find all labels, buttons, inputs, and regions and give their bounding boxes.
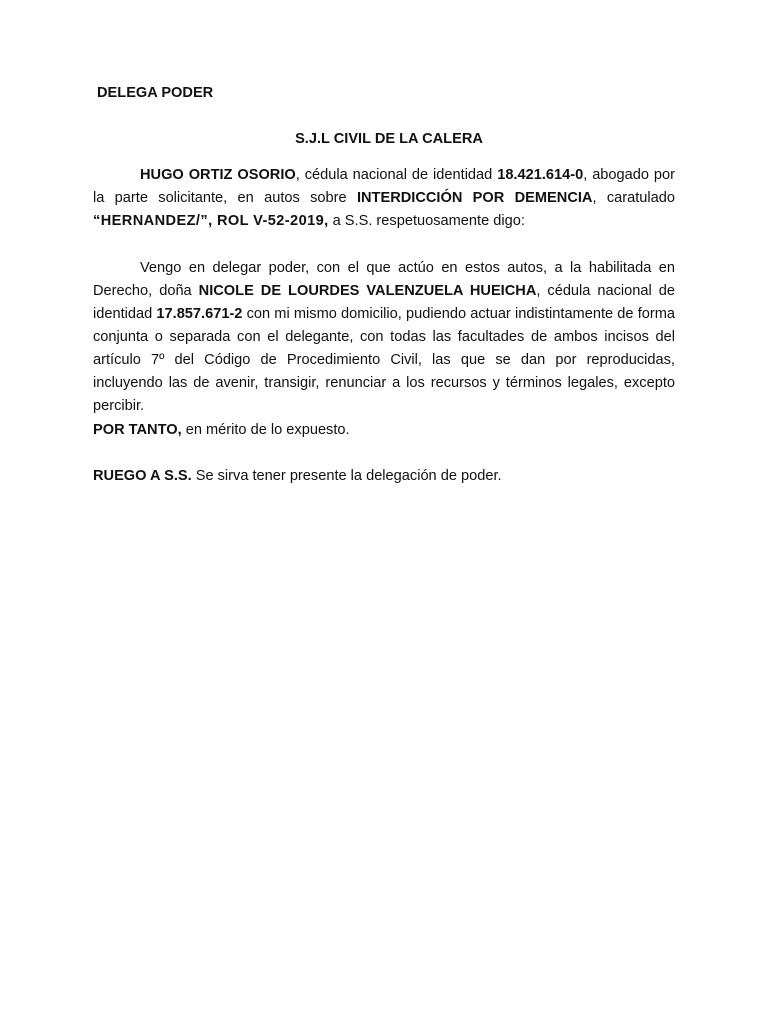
delegation-paragraph [93,257,675,418]
intro-text-4: a S.S. respetuosamente digo: [328,213,525,229]
ruego-text: Se sirva tener presente la delegación de poder. [191,468,502,484]
lawyer-id-number: 18.421.614-0 [497,167,584,183]
delegation-text-3: con mi mismo domicilio, pudiendo actuar indistintamente de forma conjunta o separada con el delegante, con todas las facultades de ambos incisos del artículo 7º del Código de Procedimiento Civil, las que se dan por reproducidas, incluyendo las de avenir, transigir, renunciar a los recursos y términos legales, excepto percibir. [93,306,675,414]
ruego-label: RUEGO A S.S. [93,468,192,484]
por-tanto-text: en mérito de lo expuesto. [181,422,350,438]
por-tanto-label: POR TANTO, [93,422,182,438]
intro-paragraph [93,164,675,233]
lawyer-name: HUGO ORTIZ OSORIO [140,167,296,183]
case-title: “HERNANDEZ/”, ROL V-52-2019, [93,213,329,229]
delegation-text-2: , cédula nacional de identidad [93,283,675,322]
delegation-text-1: Vengo en delegar poder, con el que actúo en estos autos, a la habilitada en Derecho, doña [93,260,675,299]
intro-text-2: , abogado por la parte solicitante, en autos sobre [93,167,676,206]
case-matter: INTERDICCIÓN POR DEMENCIA [356,190,593,206]
intro-text-3: , caratulado [592,190,675,206]
delegate-name: NICOLE DE LOURDES VALENZUELA HUEICHA [198,283,537,299]
court-name: S.J.L CIVIL DE LA CALERA [295,131,483,147]
delegate-id-number: 17.857.671-2 [156,306,243,322]
intro-text-1: , cédula nacional de identidad [295,167,498,183]
ruego-paragraph [93,465,675,488]
document-heading: DELEGA PODER [97,85,214,101]
por-tanto-paragraph [93,419,675,442]
